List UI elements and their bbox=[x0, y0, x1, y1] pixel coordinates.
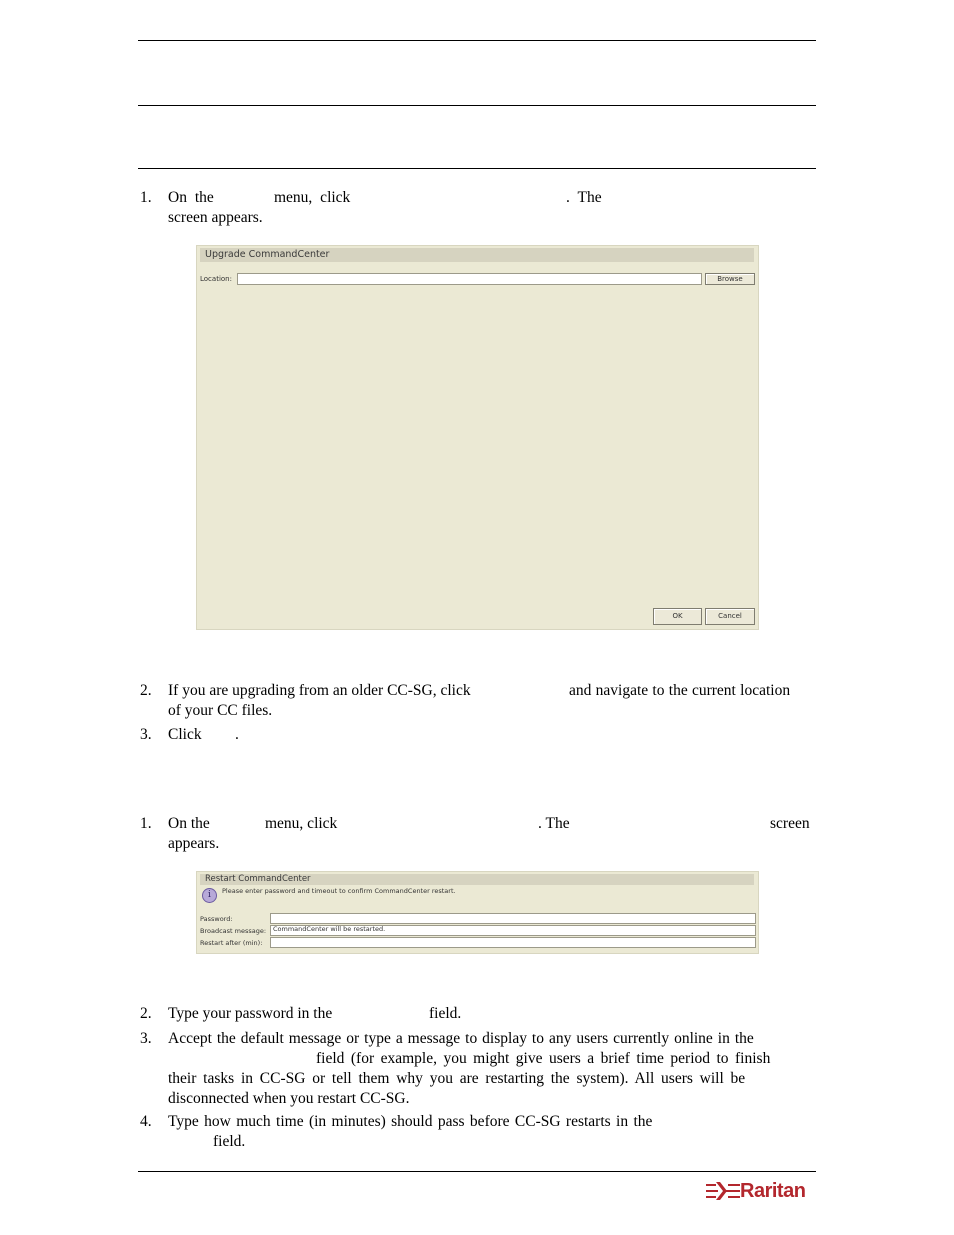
restart-step1-text-b: menu, click bbox=[265, 815, 338, 832]
restart-step4-line2: field. bbox=[213, 1133, 246, 1150]
restart-panel-title: Restart CommandCenter bbox=[200, 874, 754, 885]
upgrade-step2-text-a: If you are upgrading from an older CC-SG, click bbox=[168, 682, 471, 699]
browse-button[interactable]: Browse bbox=[705, 273, 755, 285]
restart-after-field[interactable] bbox=[270, 937, 756, 948]
restart-step3-number: 3. bbox=[140, 1030, 152, 1047]
upgrade-step2-text-line2: of your CC files. bbox=[168, 702, 273, 719]
upgrade-step3-number: 3. bbox=[140, 726, 152, 743]
restart-step4-number: 4. bbox=[140, 1113, 152, 1130]
location-input[interactable] bbox=[237, 273, 702, 285]
upgrade-step1-text-a: On the bbox=[168, 189, 214, 206]
restart-step4-line1: Type how much time (in minutes) should pass before CC-SG restarts in the bbox=[168, 1113, 653, 1130]
upgrade-panel-title: Upgrade CommandCenter bbox=[200, 248, 754, 262]
restart-info-text: Please enter password and timeout to confirm CommandCenter restart. bbox=[222, 887, 456, 895]
raritan-logo-icon bbox=[706, 1181, 740, 1201]
restart-step1-text-d: screen bbox=[770, 815, 810, 832]
upgrade-step1-text-c: . The bbox=[566, 189, 602, 206]
location-label: Location: bbox=[200, 275, 232, 283]
info-icon: i bbox=[202, 888, 217, 903]
header-rule-bottom bbox=[138, 168, 816, 169]
upgrade-step1-text-b: menu, click bbox=[274, 189, 351, 206]
upgrade-step1-number: 1. bbox=[140, 189, 152, 206]
restart-step3-line4: disconnected when you restart CC-SG. bbox=[168, 1090, 410, 1107]
raritan-logo-text: Raritan bbox=[740, 1179, 806, 1202]
restart-after-label: Restart after (min): bbox=[200, 939, 263, 947]
upgrade-step2-number: 2. bbox=[140, 682, 152, 699]
footer-rule bbox=[138, 1171, 816, 1172]
upgrade-step3-text-b: . bbox=[235, 726, 239, 743]
restart-commandcenter-panel bbox=[196, 871, 759, 954]
upgrade-step2-text-b: and navigate to the current location bbox=[569, 682, 791, 699]
restart-step3-line2: field (for example, you might give users a brief time period to finish bbox=[316, 1050, 771, 1067]
restart-step3-line3: their tasks in CC-SG or tell them why you are restarting the system). All users will be bbox=[168, 1070, 746, 1087]
broadcast-message-label: Broadcast message: bbox=[200, 927, 267, 935]
password-field[interactable] bbox=[270, 913, 756, 924]
restart-step1-text-a: On the bbox=[168, 815, 210, 832]
broadcast-message-field[interactable]: CommandCenter will be restarted. bbox=[270, 925, 756, 936]
cancel-button[interactable]: Cancel bbox=[705, 608, 755, 625]
ok-button[interactable]: OK bbox=[653, 608, 702, 625]
upgrade-step3-text-a: Click bbox=[168, 726, 202, 743]
header-rule-top bbox=[138, 40, 816, 41]
restart-step2-text-b: field. bbox=[429, 1005, 462, 1022]
restart-step2-number: 2. bbox=[140, 1005, 152, 1022]
restart-step1-number: 1. bbox=[140, 815, 152, 832]
restart-step1-text-line2: appears. bbox=[168, 835, 220, 852]
password-label: Password: bbox=[200, 915, 233, 923]
raritan-logo bbox=[706, 1180, 805, 1202]
restart-step3-line1: Accept the default message or type a message to display to any users currently online in the bbox=[168, 1030, 754, 1047]
restart-step1-text-c: . The bbox=[538, 815, 570, 832]
upgrade-step1-text-line2: screen appears. bbox=[168, 209, 263, 226]
restart-step2-text-a: Type your password in the bbox=[168, 1005, 333, 1022]
upgrade-commandcenter-panel bbox=[196, 245, 759, 630]
header-rule-middle bbox=[138, 105, 816, 106]
